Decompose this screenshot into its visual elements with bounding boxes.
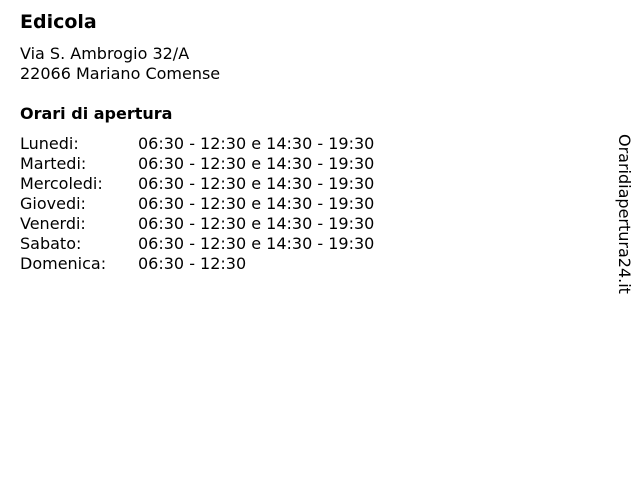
address-street: Via S. Ambrogio 32/A [20, 44, 190, 63]
hours-row-sabato [20, 234, 374, 254]
day-label: Giovedi: [20, 194, 86, 213]
hours-row-lunedi [20, 134, 374, 154]
time-range: 06:30 - 12:30 e 14:30 - 19:30 [138, 174, 375, 193]
day-label: Domenica: [20, 254, 107, 273]
day-label: Mercoledi: [20, 174, 103, 193]
opening-hours-title: Orari di apertura [20, 104, 173, 123]
hours-row-domenica [20, 254, 374, 274]
hours-row-giovedi [20, 194, 374, 214]
time-range: 06:30 - 12:30 e 14:30 - 19:30 [138, 214, 375, 233]
time-range: 06:30 - 12:30 e 14:30 - 19:30 [138, 154, 375, 173]
day-label: Lunedi: [20, 134, 79, 153]
site-watermark: Oraridiapertura24.it [615, 134, 634, 294]
opening-hours-table [20, 134, 374, 274]
day-label: Sabato: [20, 234, 82, 253]
address-block [20, 44, 220, 84]
hours-row-mercoledi [20, 174, 374, 194]
hours-row-martedi [20, 154, 374, 174]
day-label: Martedi: [20, 154, 87, 173]
time-range: 06:30 - 12:30 e 14:30 - 19:30 [138, 234, 375, 253]
address-city: 22066 Mariano Comense [20, 64, 221, 83]
time-range: 06:30 - 12:30 [138, 254, 247, 273]
day-label: Venerdi: [20, 214, 86, 233]
time-range: 06:30 - 12:30 e 14:30 - 19:30 [138, 194, 375, 213]
hours-row-venerdi [20, 214, 374, 234]
store-name: Edicola [20, 11, 97, 33]
time-range: 06:30 - 12:30 e 14:30 - 19:30 [138, 134, 375, 153]
